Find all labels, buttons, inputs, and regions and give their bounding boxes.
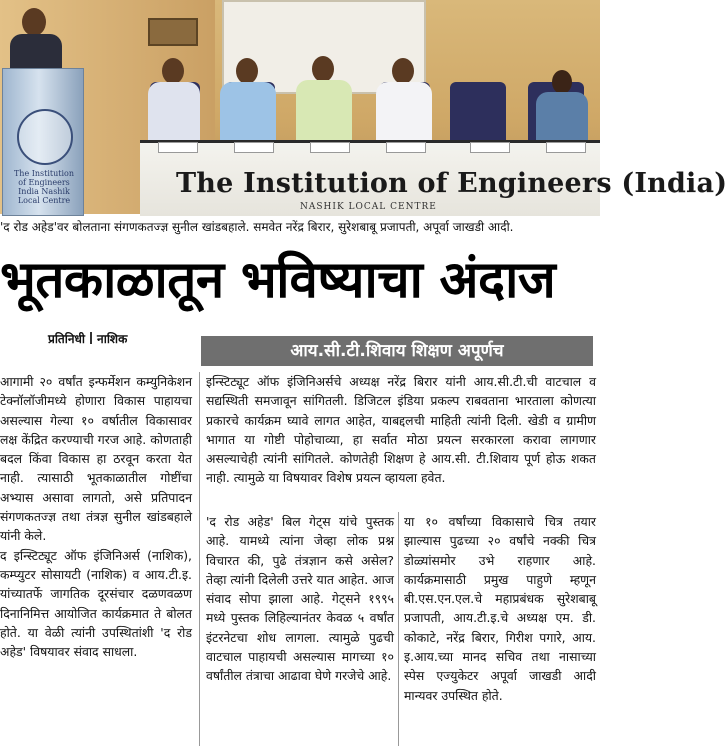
byline-city: नाशिक: [97, 332, 128, 346]
headline: भूतकाळातून भविष्याचा अंदाज: [0, 251, 556, 310]
byline-divider: [90, 332, 92, 344]
photo-caption: 'द रोड अहेड'वर बोलताना संगणकतज्ज्ञ सुनील खांडबहाले. समवेत नरेंद्र बिरार, सुरेशबाबू प्रजापती, अपूर्वा जाखडी आदी.: [0, 216, 600, 238]
name-tag: [386, 142, 426, 153]
wall-frame: [148, 18, 198, 46]
name-tag: [234, 142, 274, 153]
article-column-2: 'द रोड अहेड' बिल गेट्स यांचे पुस्तक आहे. यामध्ये त्यांना जेव्हा लोक प्रश्न विचारत की, पुढे तंत्रज्ञान कसे असेल? तेव्हा त्यांनी दिलेली उत्तरे यात आहेत. आज संवाद सोपा झाला आहे. गेट्सने १९९५ मध्ये पुस्तक लिहिल्यानंतर केवळ ५ वर्षांत इंटरनेटचा शोध लागला. त्यामुळे पुढची वाटचाल पाहायची असल्यास मागच्या १० वर्षांतील तंत्राचा आढावा घेणे गरजेचे आहे.: [206, 514, 394, 684]
column-divider: [199, 372, 200, 746]
article-intro-paragraph: इन्स्टिट्यूट ऑफ इंजिनिअर्सचे अध्यक्ष नरेंद्र बिरार यांनी आय.सी.टी.ची वाटचाल व सद्यस्थिती समजावून सांगितली. डिजिटल इंडिया प्रकल्प राबवताना भारताला कोणत्या प्रकारचे कार्यक्रम घ्यावे लागत आहेत, याबद्दलची माहिती त्यांनी दिली. खेडी व ग्रामीण भागात या गोष्टी पोहोचाव्या, हा सर्वात मोठा प्रयत्न सरकारला करावा लागणार असल्याचेही त्यांनी सांगितले. कोणतेही शिक्षण हे आय.सी. टी.शिवाय पूर्ण होऊ शकत नाही. त्यामुळे या विषयावर विशेष प्रयत्न व्हायला हवेत.: [206, 374, 596, 486]
byline: [48, 330, 127, 347]
institution-seal-icon: [17, 109, 73, 165]
article-column-1: आगामी २० वर्षांत इन्फर्मेशन कम्युनिकेशन टेक्नॉलॉजीमध्ये होणारा विकास पाहायचा असल्यास गेल्या १० वर्षातील विकासावर लक्ष केंद्रित करण्याची गरज आहे. कोणताही बदल किंवा विकास हा ठरवून करता येत नाही. त्यासाठी भूतकाळातील गोष्टींचा अभ्यास असावा लागतो, असे प्रतिपादन संगणकतज्ज्ञ तथा तंत्रज्ञ सुनील खांडबहाले यांनी केले. द इन्स्टिट्यूट ऑफ इंजिनिअर्स (नाशिक), कम्प्युटर सोसायटी (नाशिक) व आय.टी.इ. यांच्यातर्फे जागतिक दूरसंचार दळणवळण दिनानिमित्त आयोजित कार्यक्रमात ते बोलत होते. या वेळी त्यांनी उपस्थितांशी 'द रोड अहेड' विषयावर संवाद साधला.: [0, 374, 192, 660]
banner-subtext: NASHIK LOCAL CENTRE: [300, 202, 437, 212]
event-photo: [0, 0, 727, 214]
name-tag: [310, 142, 350, 153]
article-column-3: या १० वर्षांच्या विकासाचे चित्र तयार झाल्यास पुढच्या २० वर्षांचे नक्की चित्र डोळ्यांसमोर उभे राहणार आहे. कार्यक्रमासाठी प्रमुख पाहुणे म्हणून बी.एस.एन.एल.चे महाप्रबंधक सुरेशबाबू प्रजापती, आय.टी.इ.चे अध्यक्ष एम. डी. कोकाटे, नरेंद्र बिरार, गिरीश पगारे, आय. इ.आय.च्या मानद सचिव तथा नासाच्या स्पेस एज्युकेटर अपूर्वा जाखडी आदी मान्यवर उपस्थित होते.: [404, 514, 596, 703]
podium-text: The Institution of Engineers India Nashik Local Centre: [13, 169, 75, 205]
chair: [450, 82, 506, 142]
name-tag: [158, 142, 198, 153]
byline-author: प्रतिनिधी: [48, 332, 86, 346]
column-divider: [398, 512, 399, 746]
institution-banner: The Institution of Engineers (India): [176, 168, 727, 199]
subhead-bar: आय.सी.टी.शिवाय शिक्षण अपूर्णच: [201, 336, 593, 366]
name-tag: [546, 142, 586, 153]
name-tag: [470, 142, 510, 153]
podium: [2, 68, 84, 216]
